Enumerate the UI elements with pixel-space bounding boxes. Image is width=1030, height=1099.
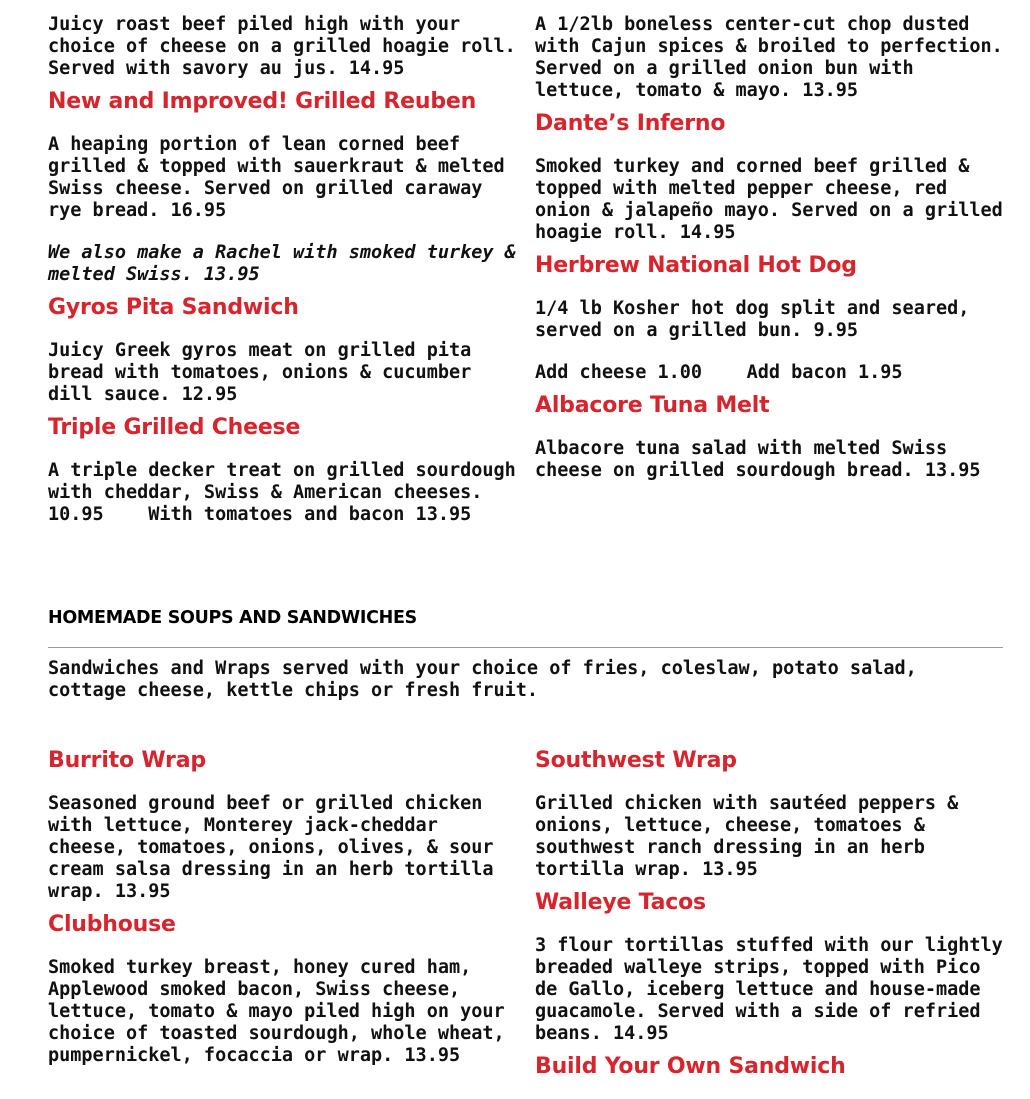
rachel-note: We also make a Rachel with smoked turkey & melted Swiss. 13.95 [48, 242, 527, 285]
menu-column-bottom-left [48, 739, 518, 1067]
reuben-description: A heaping portion of lean corned beef grilled & topped with sauerkraut & melted Swiss cheese. Served on grilled caraway rye bread. 16.95 [48, 134, 516, 221]
southwest-wrap-description: Grilled chicken with sautéed peppers & onions, lettuce, cheese, tomatoes & southwest ranch dressing in an herb tortilla wrap. 13.95 [535, 793, 970, 880]
dantes-inferno-title: Dante’s Inferno [535, 111, 726, 136]
walleye-tacos-title: Walleye Tacos [535, 890, 706, 915]
gyros-description: Juicy Greek gyros meat on grilled pita bread with tomatoes, onions & cucumber dill sauce. 12.95 [48, 340, 483, 405]
burrito-wrap-title: Burrito Wrap [48, 748, 206, 773]
menu-column-bottom-right [535, 739, 1014, 1099]
tuna-melt-title: Albacore Tuna Melt [535, 393, 770, 418]
hot-dog-title: Herbrew National Hot Dog [535, 253, 857, 278]
hot-dog-description: 1/4 lb Kosher hot dog split and seared, served on a grilled bun. 9.95 [535, 298, 981, 341]
section-divider [48, 647, 1003, 648]
tuna-melt-description: Albacore tuna salad with melted Swiss cheese on grilled sourdough bread. 13.95 [535, 438, 981, 481]
reuben-title: New and Improved! Grilled Reuben [48, 89, 477, 114]
roast-beef-description: Juicy roast beef piled high with your choice of cheese on a grilled hoagie roll. Served with savory au jus. 14.95 [48, 14, 527, 79]
hot-dog-addons: Add cheese 1.00 Add bacon 1.95 [535, 362, 903, 383]
clubhouse-title: Clubhouse [48, 912, 176, 937]
section-intro [48, 658, 1003, 702]
build-your-own-title: Build Your Own Sandwich [535, 1054, 846, 1079]
gyros-title: Gyros Pita Sandwich [48, 295, 299, 320]
walleye-tacos-description: 3 flour tortillas stuffed with our lightly breaded walleye strips, topped with Pico de Gallo, iceberg lettuce and house-made guacamole. Served with a side of refried beans. 14.95 [535, 935, 1014, 1044]
burrito-wrap-description: Seasoned ground beef or grilled chicken with lettuce, Monterey jack-cheddar cheese, tomatoes, onions, olives, & sour cream salsa dressing in an herb tortilla wrap. 13.95 [48, 793, 505, 902]
triple-grilled-cheese-description: A triple decker treat on grilled sourdough with cheddar, Swiss & American cheeses. 10.95 With tomatoes and bacon 13.95 [48, 460, 527, 525]
dantes-inferno-description: Smoked turkey and corned beef grilled & topped with melted pepper cheese, red onion & jalapeño mayo. Served on a grilled hoagie roll. 14.95 [535, 156, 1014, 243]
menu-column-top-left [48, 14, 527, 526]
triple-grilled-cheese-title: Triple Grilled Cheese [48, 415, 301, 440]
menu-column-top-right [535, 14, 1014, 482]
section-intro-text: Sandwiches and Wraps served with your choice of fries, coleslaw, potato salad, cottage cheese, kettle chips or fresh fruit. [48, 658, 928, 701]
cajun-chop-description: A 1/2lb boneless center-cut chop dusted with Cajun spices & broiled to perfection. Served on a grilled onion bun with lettuce, tomato & mayo. 13.95 [535, 14, 1014, 101]
southwest-wrap-title: Southwest Wrap [535, 748, 737, 773]
section-heading: HOMEMADE SOUPS AND SANDWICHES [48, 608, 417, 628]
clubhouse-description: Smoked turkey breast, honey cured ham, Applewood smoked bacon, Swiss cheese, lettuce, tomato & mayo piled high on your choice of toasted sourdough, whole wheat, pumpernickel, focaccia or wrap. 13.95 [48, 957, 516, 1066]
